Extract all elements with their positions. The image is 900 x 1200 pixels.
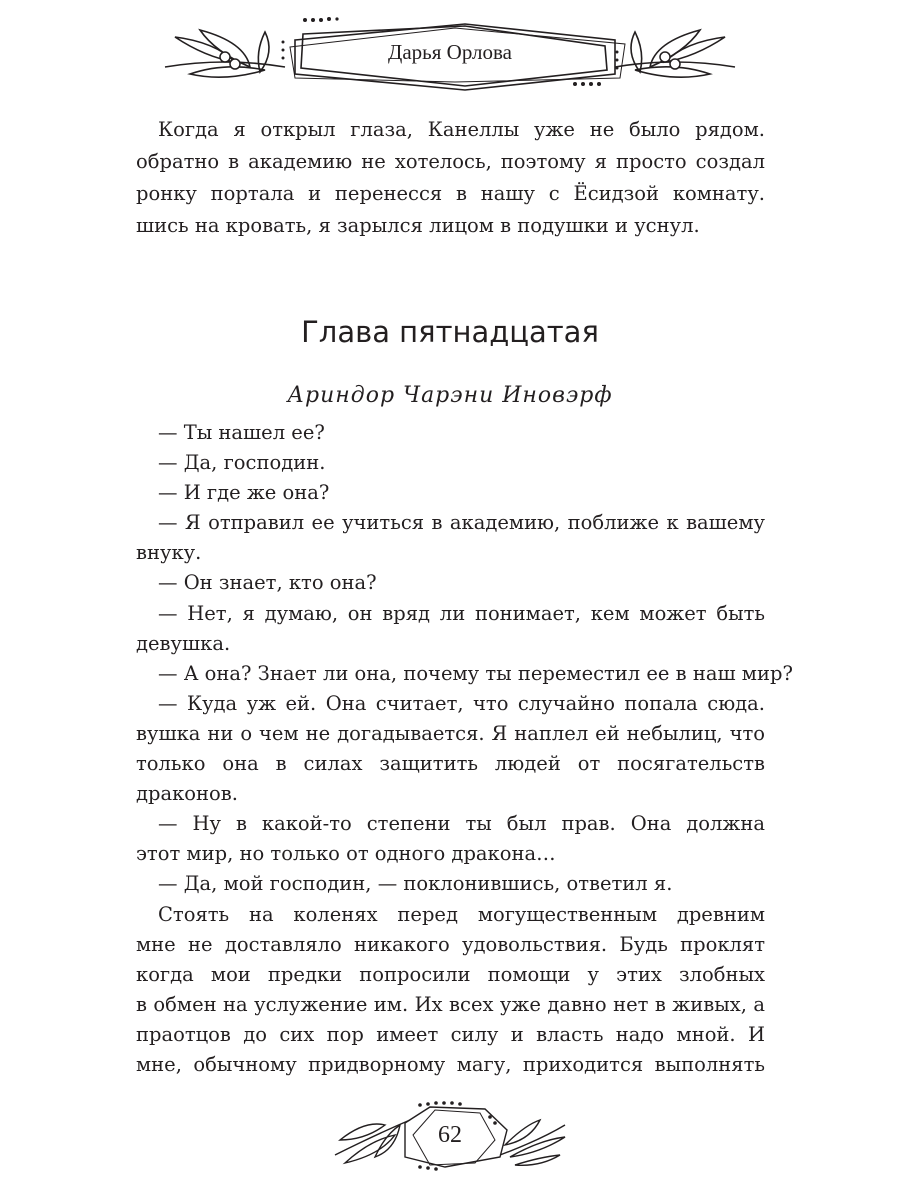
chapter-pov-character: Ариндор Чарэни Иновэрф (287, 383, 613, 408)
text-line: — И где же она? (158, 481, 330, 505)
chapter-title: Глава пятнадцатая (301, 315, 599, 349)
text-line: — Куда уж ей. Она считает, что случайно попала сюда. (158, 691, 765, 715)
text-line: Стоять на коленях перед могущественным древним (158, 902, 765, 926)
intro-paragraph (136, 114, 765, 242)
text-line: внуку. (136, 541, 202, 565)
text-line: мне не доставляло никакого удовольствия. Будь проклят (136, 932, 765, 956)
text-line: шись на кровать, я зарылся лицом в подушки и уснул. (136, 214, 700, 237)
text-line: обратно в академию не хотелось, поэтому я просто создал (136, 150, 765, 173)
page-number: 62 (438, 1122, 462, 1148)
text-line: вушка ни о чем не догадывается. Я наплел ей небылиц, что (136, 721, 765, 745)
text-line: Когда я открыл глаза, Канеллы уже не было рядом. (158, 118, 765, 141)
chapter-body (136, 418, 793, 1080)
text-line: ронку портала и перенесся в нашу с Ёсидзой комнату. (136, 182, 765, 205)
text-line: праотцов до сих пор имеет силу и власть надо мной. И (136, 1022, 765, 1046)
text-line: — Он знает, кто она? (158, 571, 377, 595)
text-line: — А она? Знает ли она, почему ты переместил ее в наш мир? (158, 661, 793, 685)
text-line: — Да, господин. (158, 451, 326, 475)
text-line: в обмен на услужение им. Их всех уже давно нет в живых, а (136, 992, 765, 1016)
text-line: — Ну в какой-то степени ты был прав. Она должна (158, 812, 765, 836)
text-line: драконов. (136, 782, 238, 806)
text-line: — Ты нашел ее? (158, 421, 325, 444)
text-line: — Я отправил ее учиться в академию, поближе к вашему (158, 511, 765, 535)
text-line: только она в силах защитить людей от посягательств (136, 752, 765, 776)
text-line: когда мои предки попросили помощи у этих злобных (136, 962, 765, 986)
text-line: — Нет, я думаю, он вряд ли понимает, кем может быть (158, 601, 765, 625)
text-line: этот мир, но только от одного дракона… (136, 842, 556, 866)
text-line: мне, обычному придворному магу, приходится выполнять (136, 1052, 765, 1076)
text-line: — Да, мой господин, — поклонившись, ответил я. (158, 872, 673, 896)
text-line: девушка. (136, 631, 231, 655)
running-header-author: Дарья Орлова (388, 40, 512, 64)
